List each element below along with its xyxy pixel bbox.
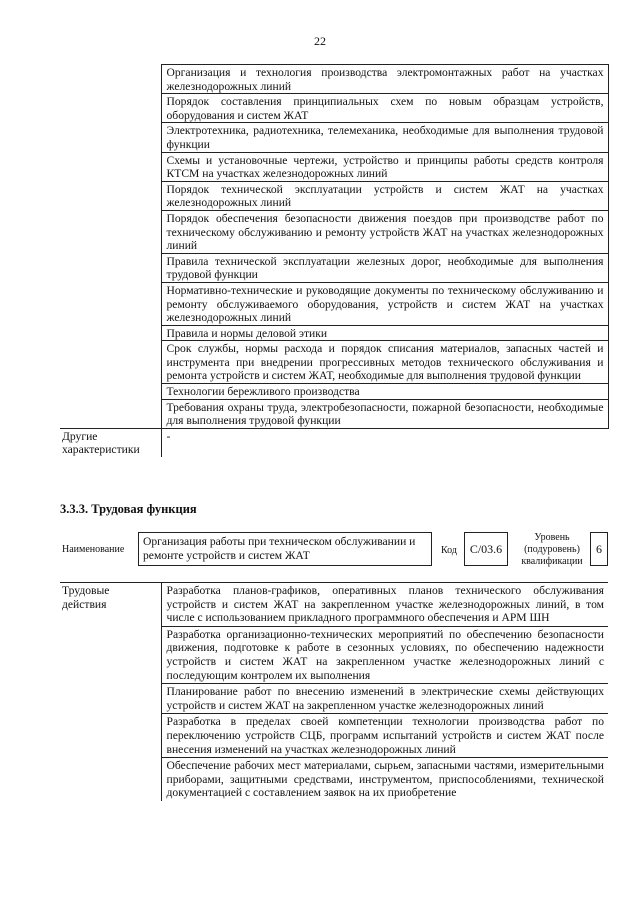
- knowledge-item: Схемы и установочные чертежи, устройство и принципы работы средств контроля КТСМ на участках железнодорожных линий: [161, 152, 608, 181]
- labor-actions-label: Трудовые действия: [60, 583, 161, 801]
- required-knowledge-table: [60, 64, 609, 457]
- labor-action-item: Обеспечение рабочих мест материалами, сырьем, запасными частями, измерительными приборами, защитными средствами, инструментом, приспособлениями, технической документацией с составлением заявок на их приобретение: [161, 758, 608, 801]
- labor-actions-table: [60, 582, 608, 801]
- page-number: 22: [314, 34, 326, 48]
- labor-action-item: Планирование работ по внесению изменений в электрические схемы действующих устройств и систем ЖАТ на закрепленном участке железнодорожных линий: [161, 684, 608, 714]
- knowledge-item: Правила технической эксплуатации железных дорог, необходимые для выполнения трудовой функции: [161, 253, 608, 282]
- labor-action-item: Разработка организационно-технических мероприятий по обеспечению безопасности движения, подготовке к работе в сезонных условиях, по обеспечению надежности устройств и систем ЖАТ на закрепленном участке железнодорожных линий с последующим контролем их выполнения: [161, 626, 608, 683]
- knowledge-item: Организация и технология производства электромонтажных работ на участках железнодорожных линий: [161, 65, 608, 94]
- knowledge-item: Порядок составления принципиальных схем по новым образцам устройств, оборудования и систем ЖАТ: [161, 94, 608, 123]
- code-value-box: C/03.6: [464, 532, 508, 566]
- knowledge-item: Порядок обеспечения безопасности движения поездов при производстве работ по техническому обслуживанию и ремонту устройств ЖАТ на участках железнодорожных линий: [161, 210, 608, 253]
- other-characteristics-value: -: [161, 428, 608, 457]
- code-label: Код: [441, 545, 457, 556]
- function-name-box: Организация работы при техническом обслуживании и ремонте устройств и систем ЖАТ: [138, 532, 432, 566]
- other-characteristics-label: Другие характеристики: [60, 428, 161, 457]
- knowledge-item: Технологии бережливого производства: [161, 384, 608, 400]
- knowledge-item: Нормативно-технические и руководящие документы по техническому обслуживанию и ремонту обслуживаемого оборудования, устройств и систем ЖАТ на участках железнодорожных линий: [161, 282, 608, 325]
- knowledge-item: Электротехника, радиотехника, телемеханика, необходимые для выполнения трудовой функции: [161, 123, 608, 152]
- knowledge-item: Правила и нормы деловой этики: [161, 325, 608, 341]
- labor-action-item: Разработка планов-графиков, оперативных планов технического обслуживания устройств и систем ЖАТ на закрепленном участке железнодорожных линий, в том числе с использованием прикладного программного обеспечения и АРМ ШН: [161, 583, 608, 627]
- qualification-level-label: Уровень (подуровень) квалификации: [521, 532, 583, 567]
- name-label: Наименование: [62, 544, 125, 555]
- labor-action-item: Разработка в пределах своей компетенции технологии производства работ по переключению устройств СЦБ, программ испытаний устройств и систем ЖАТ после внесения изменений на участках железнодорожных линий: [161, 714, 608, 758]
- section-heading: 3.3.3. Трудовая функция: [60, 502, 197, 516]
- knowledge-item: Срок службы, нормы расхода и порядок списания материалов, запасных частей и инструмента при внедрении прогрессивных методов технического обслуживания и ремонта устройств и систем ЖАТ, необходимые для выполнения трудовой функции: [161, 341, 608, 384]
- knowledge-label-cell: [60, 65, 161, 429]
- qualification-level-box: 6: [590, 532, 608, 566]
- knowledge-item: Порядок технической эксплуатации устройств и систем ЖАТ на участках железнодорожных линий: [161, 181, 608, 210]
- knowledge-item: Требования охраны труда, электробезопасности, пожарной безопасности, необходимые для выполнения трудовой функции: [161, 399, 608, 428]
